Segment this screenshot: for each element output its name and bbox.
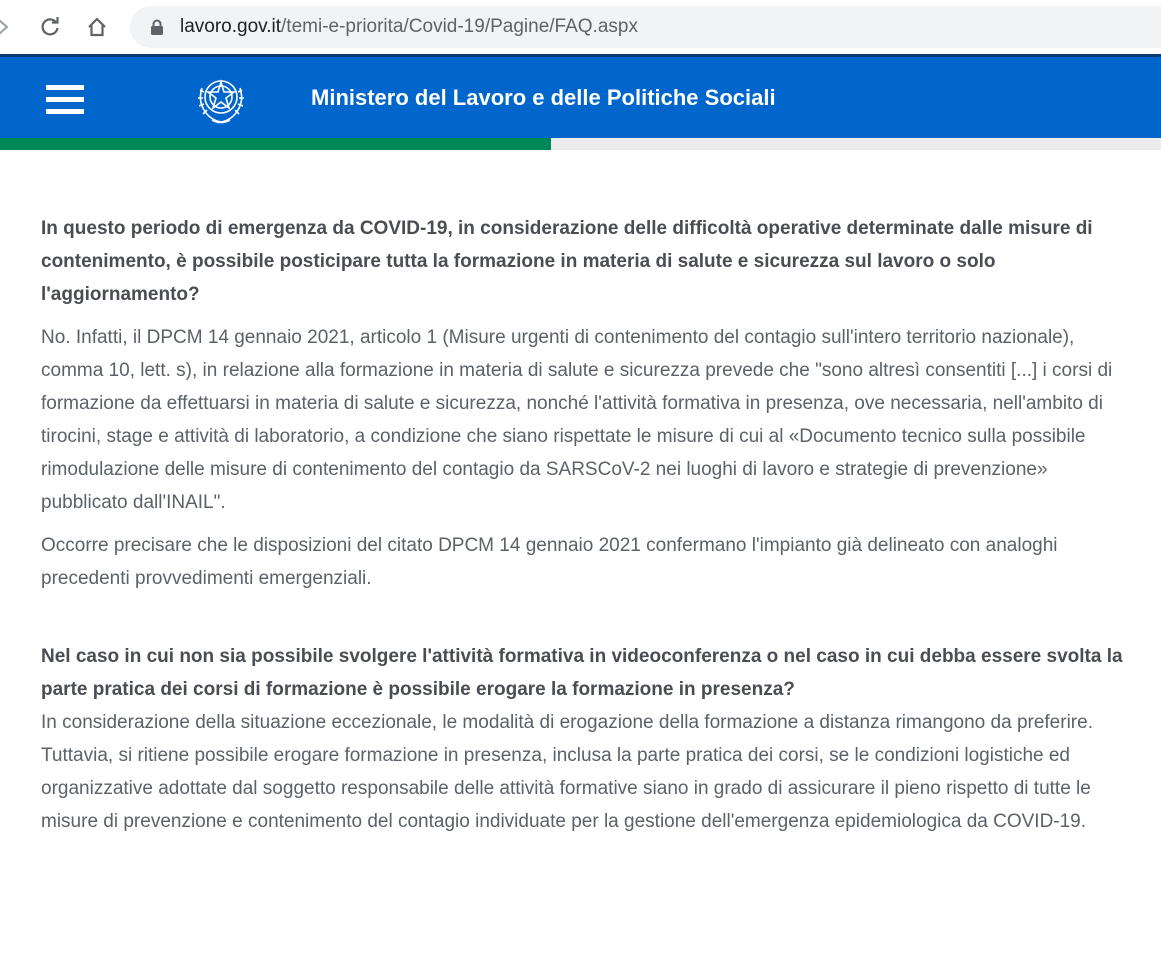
url-path: /temi-e-priorita/Covid-19/Pagine/FAQ.aspx bbox=[281, 16, 638, 37]
address-bar[interactable] bbox=[130, 6, 1161, 48]
url-host: lavoro.gov.it bbox=[180, 16, 282, 37]
faq-answer-paragraph: Occorre precisare che le disposizioni del citato DPCM 14 gennaio 2021 confermano l'impianto già delineato con analoghi precedenti provvedimenti emergenziali. bbox=[41, 535, 1058, 589]
reload-icon[interactable] bbox=[35, 12, 65, 42]
faq-answer-paragraph: Tuttavia, si ritiene possibile erogare formazione in presenza, inclusa la parte pratica dei corsi, se le condizioni logistiche ed organizzative adottate dal soggetto responsabile delle attività formative siano in grado di assicurare il pieno rispetto di tutte le misure di prevenzione e contenimento del contagio individuate per la gestione dell'emergenza epidemiologica da COVID-19. bbox=[41, 745, 1091, 832]
faq-question: Nel caso in cui non sia possibile svolgere l'attività formativa in videoconferenza o nel caso in cui debba essere svolta la parte pratica dei corsi di formazione è possibile erogare la formazione in presenza? bbox=[41, 646, 1123, 700]
forward-icon[interactable] bbox=[0, 12, 20, 42]
home-icon[interactable] bbox=[82, 12, 112, 42]
lock-icon bbox=[150, 19, 164, 35]
url-text[interactable] bbox=[180, 16, 638, 38]
faq-answer-paragraph: No. Infatti, il DPCM 14 gennaio 2021, articolo 1 (Misure urgenti di contenimento del contagio sull'intero territorio nazionale), comma 10, lett. s), in relazione alla formazione in materia di salute e sicurezza prevede che "sono altresì consentiti [...] i corsi di formazione da effettuarsi in materia di salute e sicurezza, nonché l'attività formativa in presenza, ove necessaria, nell'ambito di tirocini, stage e attività di laboratorio, a condizione che siano rispettate le misure di cui al «Documento tecnico sulla possibile rimodulazione delle misure di contenimento del contagio da SARSCoV-2 nei luoghi di lavoro e strategie di prevenzione» pubblicato dall'INAIL". bbox=[41, 327, 1113, 513]
menu-icon[interactable] bbox=[46, 83, 84, 115]
faq-answer-paragraph: In considerazione della situazione eccezionale, le modalità di erogazione della formazione a distanza rimangono da preferire. bbox=[41, 712, 1093, 733]
faq-item bbox=[41, 640, 1126, 838]
faq-content bbox=[41, 212, 1126, 838]
site-title[interactable]: Ministero del Lavoro e delle Politiche Sociali bbox=[311, 85, 776, 110]
reading-progress-bar bbox=[0, 138, 1161, 150]
republic-emblem-icon[interactable] bbox=[194, 70, 248, 126]
faq-question: In questo periodo di emergenza da COVID-19, in considerazione delle difficoltà operative determinate dalle misure di contenimento, è possibile posticipare tutta la formazione in materia di salute e sicurezza sul lavoro o solo l'aggiornamento? bbox=[41, 218, 1093, 305]
faq-item bbox=[41, 212, 1126, 595]
reading-progress-fill bbox=[0, 138, 551, 150]
browser-toolbar bbox=[0, 0, 1161, 54]
